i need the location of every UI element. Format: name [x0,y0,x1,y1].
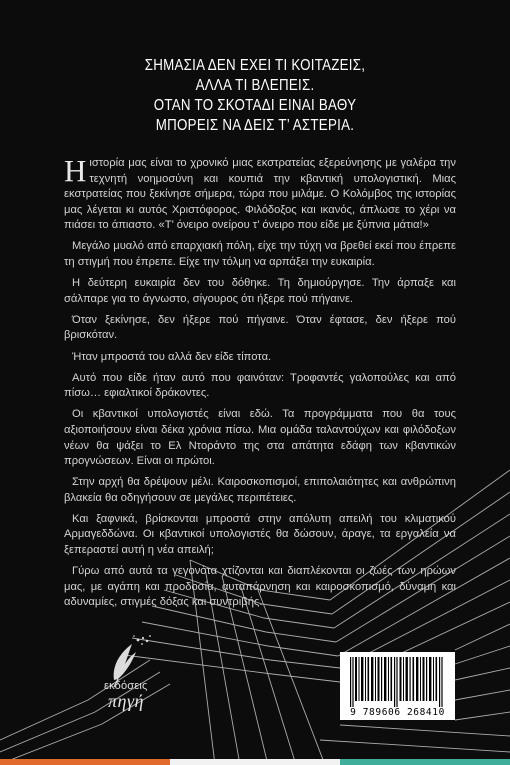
publisher-name: πηγή [108,691,144,711]
blurb-paragraph: Μεγάλο μυαλό από επαρχιακή πόλη, είχε την τύχη να βρεθεί εκεί που έπρεπε τη στιγμή που έπρεπε. Είχε την τόλμη να αρπάξει την ευκαιρία. [64,240,456,269]
blurb-paragraph: Γύρω από αυτά τα γεγονότα χτίζονται και διαπλέκονται οι ζωές των ηρώων μας, με αγάπη και προδοσία, αυταπάρνηση και καιροσκοπισμό, δύναμη και αδυναμίες, στιγμές δόξας και συντριβής. [64,565,456,609]
tagline-line: ΣΗΜΑΣΙΑ ΔΕΝ ΕΧΕΙ ΤΙ ΚΟΙΤΑΖΕΙΣ, [144,57,366,74]
blurb-paragraph: Η δεύτερη ευκαιρία δεν του δόθηκε. Τη δημιούργησε. Την άρπαξε και σάλπαρε για το άγνωστο, σίγουρος ότι ήξερε πού πήγαινε. [64,277,456,305]
tagline-line: ΜΠΟΡΕΙΣ ΝΑ ΔΕΙΣ Τ’ ΑΣΤΕΡΙΑ. [155,117,355,134]
blurb-paragraph: Όταν ξεκίνησε, δεν ήξερε πού πήγαινε. Όταν έφτασε, δεν ήξερε πού βρισκόταν. [64,313,456,342]
blurb-paragraph: Και ξαφνικά, βρίσκονται μπροστά στην απόλυτη απειλή του κλιματικού Αρμαγεδδώνα. Οι κβαντικοί υπολογιστές θα δώσουν, άραγε, τα εργαλεία να ξεπεραστεί αυτή η νέα απειλή; [64,512,456,557]
tagline [36,56,475,136]
publisher-label: εκδόσεις [104,680,148,692]
strip-white [170,759,340,765]
drop-cap: Η [64,153,87,188]
strip-orange [0,759,170,765]
blurb-paragraph: Στην αρχή θα δρέψουν μέλι. Καιροσκοπισμοί, επιπολαιότητες και ανθρώπινη βλακεία θα οδηγήσουν σε μεγάλες περιπέτειες. [64,476,456,504]
blurb-paragraph [64,153,456,234]
strip-teal [340,759,510,765]
blurb-paragraph: Ήταν μπροστά του αλλά δεν είδε τίποτα. [72,350,272,363]
blurb-paragraph: Οι κβαντικοί υπολογιστές είναι εδώ. Τα προγράμματα που θα τους αξιοποιήσουν είναι δέκα χρόνια πίσω. Μια ομάδα ταλαντούχων και φιλόδοξων νέων θα ψάξει το Ελ Ντοράντο της στα απάτητα εδάφη των κβαντικών προγνώσεων. Είναι οι πρώτοι. [64,408,456,468]
color-strip [0,759,510,765]
isbn-number: 9 789606 268410 [350,707,445,718]
tagline-line: ΟΤΑΝ ΤΟ ΣΚΟΤΑΔΙ ΕΙΝΑΙ ΒΑΘΥ [153,97,357,114]
isbn-barcode [340,652,455,720]
blurb-text [64,153,456,616]
tagline-line: ΑΛΛΑ ΤΙ ΒΛΕΠΕΙΣ. [195,77,315,94]
blurb-first-text: ιστορία μας είναι το χρονικό μιας εκστρατείας εξερεύνησης με γαλέρα την τεχνητή νοημοσύνη και κουπιά την κβαντική υπολογιστική. Μιας εκστρατείας που ξεκίνησε σήμερα, τώρα που μιλάμε. Ο Κολόμβος της ιστορίας μας λέγεται κι αυτός Χριστόφορος. Φιλόδοξος και ικανός, άπλωσε το χέρι να πιάσει το άπιαστο. «Τ’ όνειρο ονείρου τ’ όνειρο που είδε με ξύπνια μάτια!» [64,157,456,232]
blurb-paragraph: Αυτό που είδε ήταν αυτό που φαινόταν: Τροφαντές γαλοπούλες και από πίσω… εφιαλτικοί δράκοντες. [64,371,456,400]
barcode-bars [348,657,447,707]
